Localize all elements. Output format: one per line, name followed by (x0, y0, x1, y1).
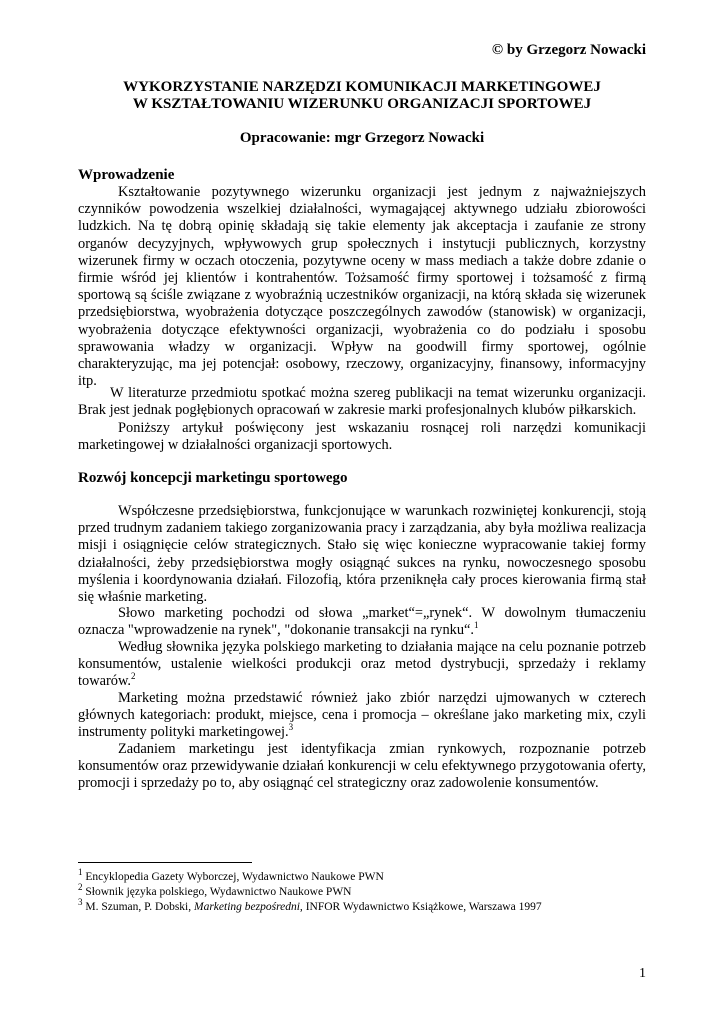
footnote-2-text: Słownik języka polskiego, Wydawnictwo Naukowe PWN (85, 886, 352, 898)
footnote-ref-2: 2 (131, 671, 136, 682)
section-paragraph-4 (78, 690, 646, 742)
footnote-ref-1: 1 (474, 620, 479, 631)
footnote-1 (78, 867, 658, 884)
footnote-3-title: Marketing bezpośredni, (194, 901, 303, 913)
footnote-1-number: 1 (78, 867, 83, 878)
paragraph-3-text: Według słownika języka polskiego marketing to działania mające na celu poznanie potrzeb konsumentów, ustalenie wielkości produkcji oraz metod dystrybucji, sprzedaży i reklamy towarów. (78, 639, 646, 690)
document-title (78, 79, 646, 113)
intro-paragraph-3: Poniższy artykuł poświęcony jest wskazaniu rosnącej roli narzędzi komunikacji marketingowej w działalności organizacji sportowych. (78, 420, 646, 454)
footnote-1-text: Encyklopedia Gazety Wyborczej, Wydawnictwo Naukowe PWN (85, 871, 384, 883)
footnote-divider (78, 862, 252, 863)
section-heading-marketing: Rozwój koncepcji marketingu sportowego (78, 470, 348, 486)
footnote-3 (78, 897, 658, 914)
footnote-3-post: INFOR Wydawnictwo Książkowe, Warszawa 1997 (302, 901, 542, 913)
paragraph-4-text: Marketing można przedstawić również jako zbiór narzędzi ujmowanych w czterech głównych kategoriach: produkt, miejsce, cena i promocja – określane jako marketing mix, czyli instrumenty polityki marketingowej. (78, 690, 646, 741)
section-heading-intro: Wprowadzenie (78, 167, 175, 183)
author-line: Opracowanie: mgr Grzegorz Nowacki (239, 130, 485, 146)
footnote-3-pre: M. Szuman, P. Dobski, (85, 901, 194, 913)
title-line-1: WYKORZYSTANIE NARZĘDZI KOMUNIKACJI MARKETINGOWEJ (123, 79, 601, 95)
footnote-2-number: 2 (78, 882, 83, 893)
section-paragraph-5: Zadaniem marketingu jest identyfikacja zmian rynkowych, rozpoznanie potrzeb konsumentów oraz przewidywanie działań konkurencji w celu efektywnego przygotowania oferty, promocji i sprzedaży po to, aby osiągnąć cel strategiczny oraz zadowolenie konsumentów. (78, 741, 646, 792)
section-paragraph-1: Współczesne przedsiębiorstwa, funkcjonujące w warunkach rozwiniętej konkurencji, stoją przed trudnym zadaniem takiego zorganizowania pracy i zarządzania, aby była możliwa realizacja misji i osiągnięcie celów strategicznych. Stało się więc konieczne wypracowanie takiej formy działalności, żeby przedsiębiorstwa mogły osiągnąć sukces na rynku, nowoczesnego sposobu myślenia i koordynowania działań. Filozofią, która przeniknęła cały proces kierowania firmą stał się właśnie marketing. (78, 503, 646, 606)
intro-paragraph-1: Kształtowanie pozytywnego wizerunku organizacji jest jednym z najważniejszych czynników powodzenia wszelkiej działalności, wymagającej aktywnego udziału zbiorowości ludzkich. Na tę dobrą opinię składają się takie elementy jak akceptacja i zaufanie ze strony organów decyzyjnych, wpływowych grup społecznych i instytucji publicznych, korzystny wizerunek firmy w oczach otoczenia, pozytywne oceny w mass mediach a także dobre zdanie o firmie wśród jej klientów i kontrahentów. Tożsamość firmy sportowej i tożsamość z firmą sportową są ściśle związane z wyobraźnią uczestników organizacji, na którą składa się wizerunek przedsiębiorstwa, wyobrażenia dotyczące poszczególnych zawodów (stanowisk) w organizacji, wyobrażenia dotyczące efektywności organizacji, wyobrażenia co do podziału i sposobu sprawowania władzy w organizacji. Wpływ na goodwill firmy sportowej, ogólnie charakteryzując, ma jej potencjał: osobowy, rzeczowy, organizacyjny, finansowy, informacyjny itp. (78, 184, 646, 390)
page-number: 1 (639, 966, 646, 981)
section-paragraph-3 (78, 639, 646, 691)
intro-paragraph-2: W literaturze przedmiotu spotkać można szereg publikacji na temat wizerunku organizacji. Brak jest jednak pogłębionych opracowań w zakresie marki profesjonalnych klubów piłkarskich. (78, 385, 646, 419)
paragraph-2-text: Słowo marketing pochodzi od słowa „market“=„rynek“. W dowolnym tłumaczeniu oznacza "wprowadzenie na rynek", "dokonanie transakcji na rynku“. (78, 605, 646, 639)
footnote-2 (78, 882, 658, 899)
footnote-ref-3: 3 (288, 722, 294, 733)
footnote-3-number: 3 (78, 897, 83, 908)
title-line-2: W KSZTAŁTOWANIU WIZERUNKU ORGANIZACJI SPORTOWEJ (132, 96, 592, 112)
section-paragraph-2 (78, 605, 646, 639)
copyright-notice: © by Grzegorz Nowacki (491, 42, 646, 58)
